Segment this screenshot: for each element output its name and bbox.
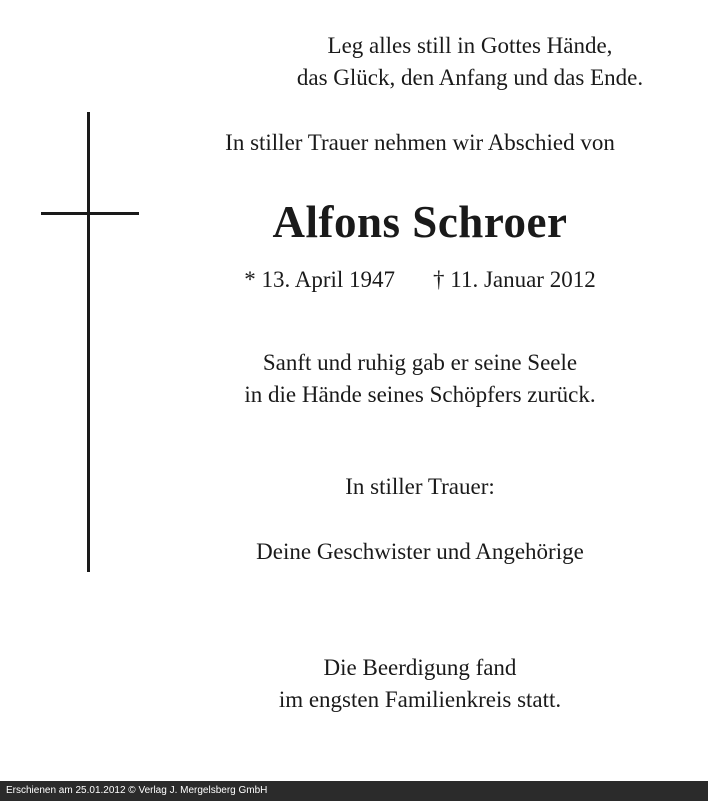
deceased-name: Alfons Schroer (272, 197, 568, 247)
birth-date: * 13. April 1947 (244, 267, 396, 292)
cross-horizontal-beam (41, 212, 139, 215)
burial-line-1: Die Beerdigung fand (323, 655, 517, 680)
poem-line-1: Leg alles still in Gottes Hände, (327, 33, 613, 58)
publication-footer: Erschienen am 25.01.2012 © Verlag J. Mergelsberg GmbH (0, 781, 708, 801)
death-date: † 11. Januar 2012 (433, 267, 596, 292)
opening-poem (240, 30, 700, 94)
verse-line-1: Sanft und ruhig gab er seine Seele (262, 350, 578, 375)
poem-line-2: das Glück, den Anfang und das Ende. (296, 65, 644, 90)
cross-vertical-beam (87, 112, 90, 572)
intro-text: In stiller Trauer nehmen wir Abschied von (225, 130, 615, 155)
verse-line-2: in die Hände seines Schöpfers zurück. (244, 382, 596, 407)
burial-line-2: im engsten Familienkreis statt. (278, 687, 562, 712)
mourners-signature: Deine Geschwister und Angehörige (256, 539, 584, 564)
mourning-label: In stiller Trauer: (345, 474, 495, 499)
burial-note (140, 652, 700, 716)
farewell-verse (140, 347, 700, 411)
life-dates (140, 264, 700, 296)
